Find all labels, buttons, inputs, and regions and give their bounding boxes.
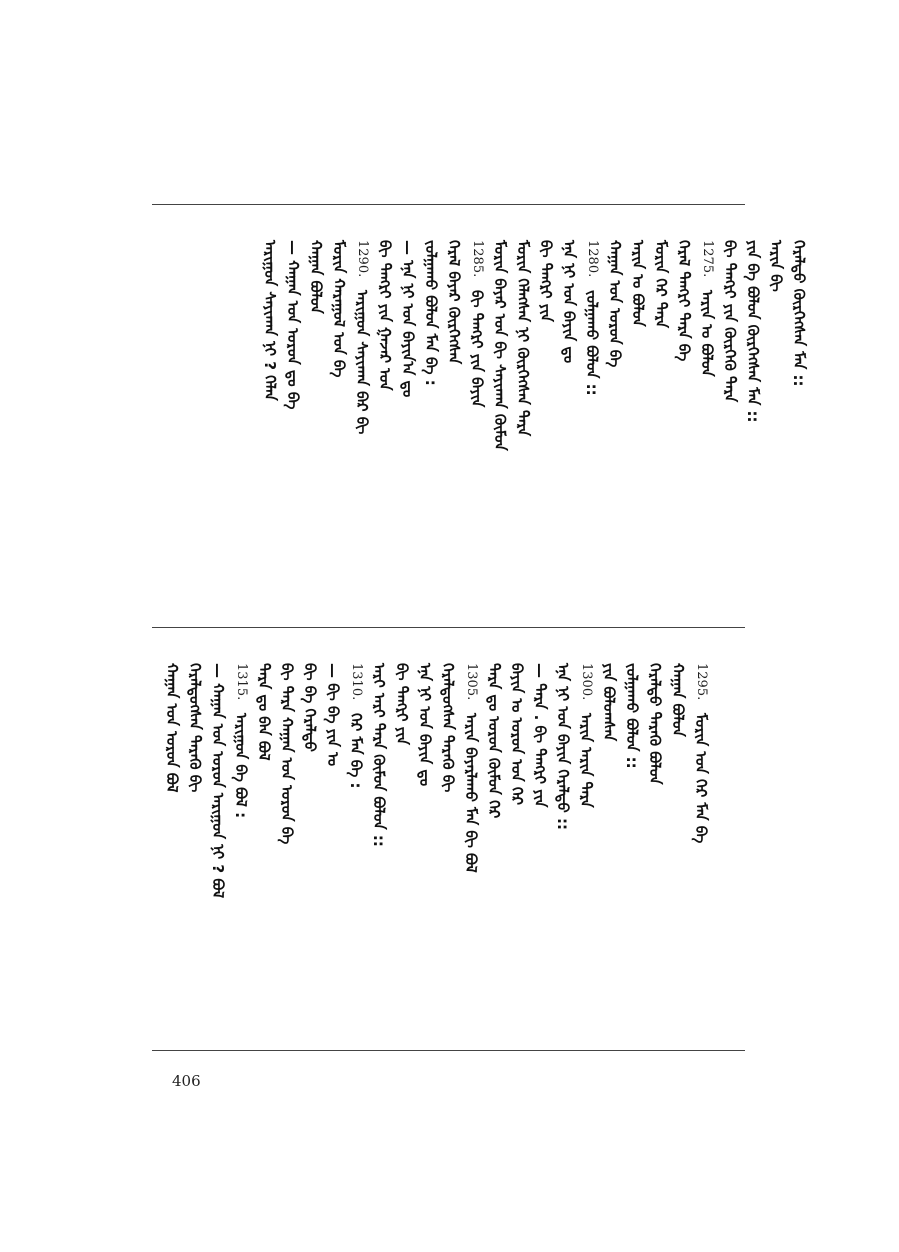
verse-text: ᠮᠣᠷᠢᠨ ᠤᠨ ᠭᠡᠷ ᠮᠠᠨ ᠪᠠ (692, 713, 710, 844)
verse-text: ᠡᠨᠡ ᠨᠢ ᠤᠨ ᠪᠠᠶᠢᠨ ᠳᠤ (416, 663, 434, 787)
verse-line (344, 663, 368, 1043)
verse-text: ᠮᠣᠷᠢᠨ ᠬᠡᠯᠡᠭᠰᠡᠨ ᠨᠢ ᠬᠦᠷᠭᠡᠭᠰᠡᠨ ᠲᠡᠷᠡ (514, 240, 532, 437)
verse-line (528, 663, 552, 1043)
verse-text: ᠬᠠᠭᠠᠨ ᠤᠨ ᠣᠷᠣᠨ ᠪᠣᠯ (163, 663, 181, 793)
verse-line (557, 240, 581, 610)
verse-line (459, 663, 483, 1043)
verse-line (695, 240, 719, 610)
verse-text: ᠪᠢ ᠪᠠ ᠭᠡᠷᠡᠯᠲᠦ (301, 663, 319, 752)
verse-line (787, 240, 811, 610)
verse-text: ᠮᠣᠷᠢᠨ ᠭᠡᠷ ᠲᠡᠷᠡ (652, 240, 670, 329)
verse-line (597, 663, 621, 1043)
verse-line (511, 240, 535, 610)
line-number: 1315. (234, 663, 249, 701)
verse-text: ᠡᠨᠡ ᠨᠢ ᠤᠨ ᠪᠠᠶᠢᠨ ᠳᠤ (560, 240, 578, 364)
bottom-rule (152, 1050, 745, 1051)
verse-text: ᠠᠷᠢᠭᠤᠨ ᠰᠠᠶᠢᠬᠠᠨ ᠪᠡᠷ ᠪᠢ (353, 290, 371, 435)
verse-text: ᠠᠷᠢᠭᠤᠨ ᠪᠠ ᠪᠣᠯ : (232, 713, 250, 819)
line-number: 1295. (694, 663, 709, 701)
verse-text: ᠪᠢ ᠲᠡᠩᠷᠢ ᠶᠢᠨ (537, 240, 555, 322)
verse-line (419, 240, 443, 610)
verse-line (741, 240, 765, 610)
verse-text: ᠵᠣᠯᠭᠠᠬᠤ ᠪᠣᠯᠤᠨ ᠮᠠᠨ ᠪᠠ : (422, 240, 440, 386)
verse-text: ᠲᠡᠷᠡ ᠳᠤ ᠣᠷᠣᠨ ᠬᠦᠮᠦᠨ ᠭᠡᠷ (485, 663, 503, 819)
verse-text: ᠪᠢ ᠲᠡᠩᠷᠢ ᠶᠢᠨ ᠬᠦᠷᠭᠡᠬᠦ ᠲᠡᠷᠡ (721, 240, 739, 403)
verse-line (281, 240, 305, 610)
verse-line (551, 663, 575, 1043)
verse-text: ᠭᠡᠷᠡᠯ ᠪᠠᠶᠠᠷ ᠬᠦᠷᠭᠡᠭᠰᠡᠨ (445, 240, 463, 365)
verse-text: — ᠲᠡᠷᠡ . ᠪᠢ ᠲᠡᠩᠷᠢ ᠶᠢᠨ (531, 663, 549, 808)
verse-line (183, 663, 207, 1043)
verse-line (367, 663, 391, 1043)
verse-text: ᠮᠣᠷᠢᠨ ᠪᠠᠶᠠᠷ ᠤᠨ ᠪᠢ ᠰᠠᠶᠢᠬᠠᠨ ᠬᠦᠮᠦᠨ (491, 240, 509, 451)
verse-line (160, 663, 184, 1043)
verse-line (206, 663, 230, 1043)
verse-text: ᠬᠠᠭᠠᠨ ᠤᠨ ᠣᠷᠣᠨ ᠪᠠ (606, 240, 624, 368)
verse-line (373, 240, 397, 610)
verse-line (672, 240, 696, 610)
verse-text: ᠠᠷᠢ ᠠᠷᠢ ᠲᠡᠷᠡ ᠬᠦᠮᠦᠨ ᠪᠣᠯᠤᠨ :: (370, 663, 388, 847)
verse-line (689, 663, 713, 1043)
verse-text: ᠵᠣᠯᠭᠠᠬᠤ ᠪᠣᠯᠤᠨ :: (583, 290, 601, 396)
verse-text: ᠠᠷᠢᠨ ᠤ ᠪᠣᠯᠤᠨ (698, 290, 716, 377)
verse-text: ᠪᠢ ᠲᠡᠩᠷᠢ ᠶᠢᠨ ᠪᠠᠶᠢᠨ (468, 290, 486, 408)
verse-text: ᠲᠡᠷᠡ ᠳᠤ ᠪᠠᠨ ᠪᠣᠯ (255, 663, 273, 761)
verse-line (304, 240, 328, 610)
verse-line (321, 663, 345, 1043)
verse-text: ᠭᠡᠷᠡᠯᠲᠦᠭᠰᠡᠨ ᠲᠡᠷᠡᠬᠦ ᠪᠢ (186, 663, 204, 793)
verse-text: ᠪᠢ ᠲᠡᠩᠷᠢ ᠶᠢᠨ (393, 663, 411, 745)
line-number: 1280. (585, 240, 600, 278)
verse-text: ᠠᠷᠢᠨ ᠪᠠᠶᠠᠷᠯᠠᠬᠤ ᠮᠠᠨ ᠪᠢ ᠪᠣᠯ (462, 713, 480, 873)
verse-text: ᠠᠷᠢᠨ ᠪᠢ (767, 240, 785, 292)
verse-text: ᠮᠣᠷᠢᠨ ᠬᠠᠷᠠᠭᠤᠯ ᠤᠨ ᠪᠠ (330, 240, 348, 378)
verse-text: ᠠᠷᠢᠨ ᠠᠷᠢᠨ ᠲᠡᠷᠡ (577, 713, 595, 808)
verse-line (488, 240, 512, 610)
verse-text: ᠠᠷᠢᠨ ᠤ ᠪᠣᠯᠤᠨ (629, 240, 647, 327)
verse-line (390, 663, 414, 1043)
verse-text: — ᠡᠨᠡ ᠨᠢ ᠤᠨ ᠪᠠᠶᠢᠨ᠎ᠠ ᠳᠤ (399, 240, 417, 398)
verse-line (442, 240, 466, 610)
verse-line (643, 663, 667, 1043)
line-number: 1290. (355, 240, 370, 278)
verse-line (649, 240, 673, 610)
verse-line (275, 663, 299, 1043)
verse-text: — ᠪᠢ ᠪᠠ ᠶᠢᠨ ᠤ (324, 663, 342, 767)
verse-line (718, 240, 742, 610)
verse-text: ᠭᠡᠷ ᠮᠠᠨ ᠪᠠ : (347, 713, 365, 789)
verse-line (298, 663, 322, 1043)
verse-line (626, 240, 650, 610)
verse-text: ᠭᠡᠷᠡᠯᠲᠦ ᠲᠡᠷᠡᠬᠦ ᠪᠣᠯᠤᠨ (646, 663, 664, 785)
line-number: 1275. (700, 240, 715, 278)
verse-line (603, 240, 627, 610)
verse-text: ᠵᠣᠯᠭᠠᠬᠤ ᠪᠣᠯᠤᠨ :: (623, 663, 641, 769)
verse-text: ᠠᠷᠢᠭᠤᠨ ᠰᠠᠶᠢᠬᠠᠨ ᠨᠢ ? ᠬᠡᠯᠡᠨ (261, 240, 279, 401)
verse-text: — ᠬᠠᠭᠠᠨ ᠤᠨ ᠣᠷᠣᠨ ᠠᠷᠢᠭᠤᠨ ᠨᠢ ? ᠪᠣᠯ (209, 663, 227, 899)
line-number: 1305. (464, 663, 479, 701)
verse-line (229, 663, 253, 1043)
line-number: 1310. (349, 663, 364, 701)
verse-line (666, 663, 690, 1043)
verse-line (574, 663, 598, 1043)
verse-text: ᠪᠢ ᠲᠡᠷᠡ ᠬᠠᠭᠠᠨ ᠤᠨ ᠣᠷᠣᠨ ᠪᠠ (278, 663, 296, 845)
verse-line (534, 240, 558, 610)
verse-text: ᠬᠠᠭᠠᠨ ᠪᠣᠯᠤᠨ (669, 663, 687, 737)
verse-line (505, 663, 529, 1043)
verse-text: ᠶᠢᠨ ᠪᠠ ᠪᠣᠯᠤᠨ ᠬᠦᠷᠭᠡᠭᠰᠡᠨ ᠮᠠᠨ :: (744, 240, 762, 423)
verse-line (327, 240, 351, 610)
verse-text: ᠶᠢᠨ ᠪᠣᠯᠤᠭᠰᠠᠨ (600, 663, 618, 742)
line-number: 1285. (470, 240, 485, 278)
verse-line (396, 240, 420, 610)
verse-text: ᠬᠠᠭᠠᠨ ᠪᠣᠯᠤᠨ (307, 240, 325, 314)
verse-line (258, 240, 282, 610)
verse-line (620, 663, 644, 1043)
verse-text: ᠭᠡᠷᠡᠯᠲᠦᠭᠰᠡᠨ ᠲᠡᠷᠡᠬᠦ ᠪᠢ (439, 663, 457, 793)
verse-line (580, 240, 604, 610)
verse-text: ᠪᠢ ᠲᠡᠩᠷᠢ ᠶᠢᠨ ᠭᠠᠵᠠᠷ ᠤᠨ (376, 240, 394, 391)
top-rule (152, 204, 745, 205)
verse-line (465, 240, 489, 610)
verse-line (350, 240, 374, 610)
verse-text: ᠭᠡᠷᠡᠯ ᠲᠡᠩᠷᠢ ᠲᠡᠷᠡ ᠪᠠ (675, 240, 693, 362)
verse-line (436, 663, 460, 1043)
verse-text: ᠡᠨᠡ ᠨᠢ ᠤᠨ ᠪᠠᠶᠢᠨ ᠭᠡᠷᠡᠯᠲᠦ :: (554, 663, 572, 830)
verse-line (252, 663, 276, 1043)
line-number: 1300. (579, 663, 594, 701)
middle-rule (152, 627, 745, 628)
verse-text: ᠪᠠᠶᠢᠨ ᠤ ᠣᠷᠣᠨ ᠤᠨ ᠭᠡᠷ (508, 663, 526, 806)
verse-text: ᠭᠡᠷᠡᠯᠲᠦ ᠬᠦᠷᠭᠡᠭᠰᠡᠨ ᠮᠠᠨ :: (790, 240, 808, 387)
verse-line (413, 663, 437, 1043)
verse-text: — ᠬᠠᠭᠠᠨ ᠤᠨ ᠣᠷᠣᠨ ᠳᠤ ᠪᠠ (284, 240, 302, 410)
verse-line (764, 240, 788, 610)
verse-line (482, 663, 506, 1043)
page-number: 406 (172, 1072, 201, 1090)
